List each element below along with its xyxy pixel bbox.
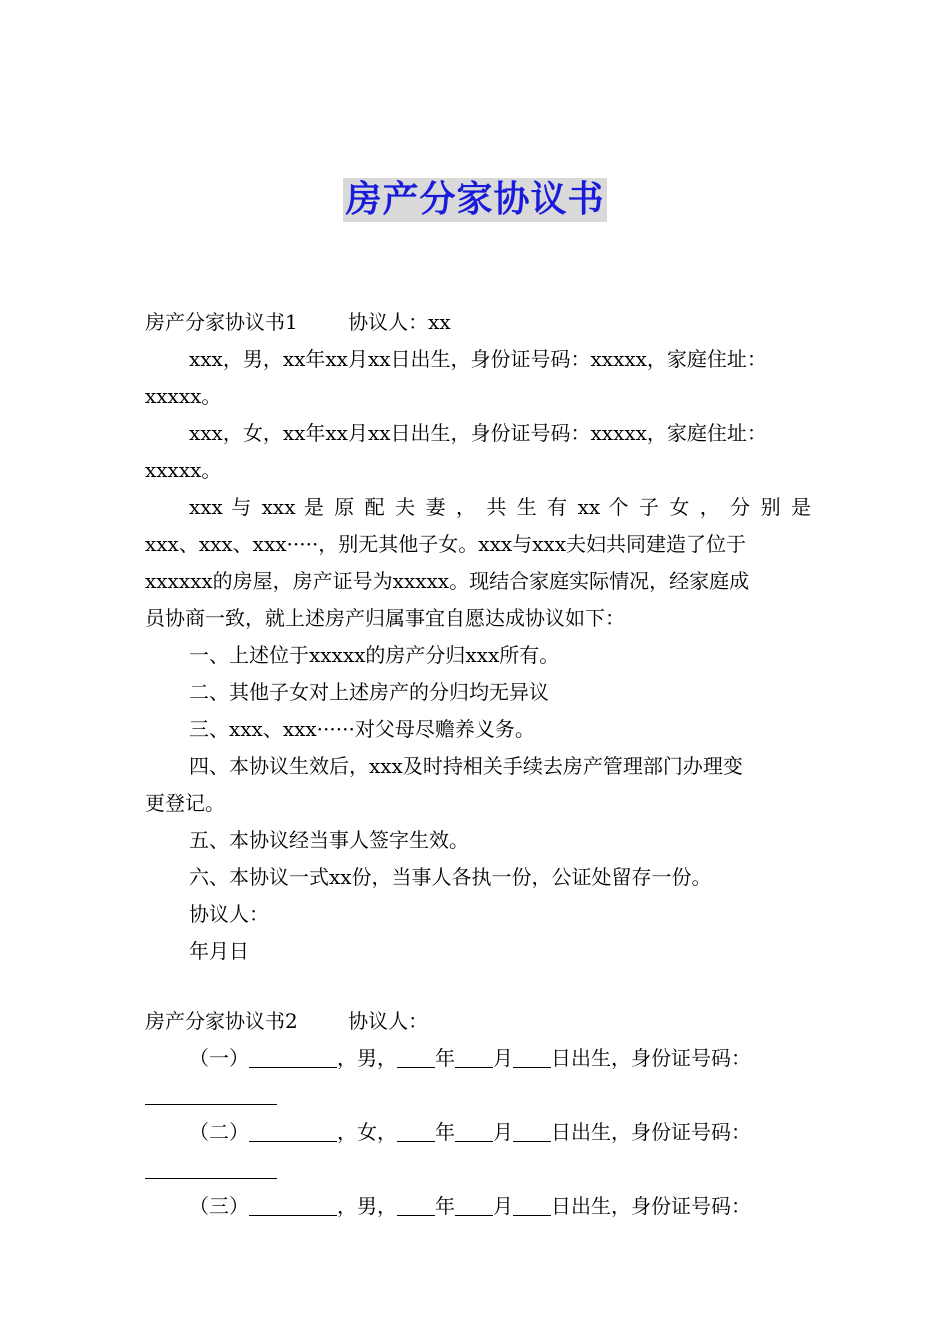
month-label: 月 <box>493 1120 513 1144</box>
name-blank <box>249 1045 337 1068</box>
day-blank <box>513 1119 551 1142</box>
month-label: 月 <box>493 1194 513 1218</box>
month-blank <box>455 1119 493 1142</box>
year-label: 年 <box>435 1046 455 1070</box>
id-number-blank <box>145 1156 277 1179</box>
party2-line: xxx，女，xx年xx月xx日出生，身份证号码：xxxxx，家庭住址： <box>189 421 767 445</box>
day-blank <box>513 1193 551 1216</box>
month-blank <box>455 1193 493 1216</box>
paragraph-line-2: xxx、xxx、xxx·····，别无其他子女。xxx与xxx夫妇共同建造了位于 <box>145 532 746 556</box>
clause-1: 一、上述位于xxxxx的房产分归xxx所有。 <box>189 643 560 667</box>
section2-heading <box>145 1003 811 1040</box>
section2-title: 房产分家协议书2 <box>145 1009 298 1033</box>
paragraph-line-1: xxx 与 xxx 是 原 配 夫 妻 ， 共 生 有 xx 个 子 女 ， 分 别 是 <box>189 495 811 519</box>
year-blank <box>397 1119 435 1142</box>
id-label: 日出生，身份证号码： <box>551 1120 751 1144</box>
clause-4: 四、本协议生效后，xxx及时持相关手续去房产管理部门办理变 <box>189 754 743 778</box>
party2-line-cont: xxxxx。 <box>145 458 222 482</box>
paragraph-line-3: xxxxxx的房屋，房产证号为xxxxx。现结合家庭实际情况，经家庭成 <box>145 569 750 593</box>
party-number: （二） <box>189 1120 249 1144</box>
year-label: 年 <box>435 1120 455 1144</box>
clause-5: 五、本协议经当事人签字生效。 <box>189 828 469 852</box>
month-blank <box>455 1045 493 1068</box>
document-body <box>145 304 811 1225</box>
section1-title: 房产分家协议书1 <box>145 310 298 334</box>
year-blank <box>397 1193 435 1216</box>
party-number: （三） <box>189 1194 249 1218</box>
id-label: 日出生，身份证号码： <box>551 1046 751 1070</box>
blank-party-row-1 <box>145 1040 811 1077</box>
name-blank <box>249 1193 337 1216</box>
paragraph-line-4: 员协商一致，就上述房产归属事宜自愿达成协议如下： <box>145 606 625 630</box>
section1-heading <box>145 304 811 341</box>
clause-4-cont: 更登记。 <box>145 791 225 815</box>
gender-label: ，女， <box>337 1120 397 1144</box>
year-label: 年 <box>435 1194 455 1218</box>
id-blank-row-1 <box>145 1077 811 1114</box>
name-blank <box>249 1119 337 1142</box>
clause-6: 六、本协议一式xx份，当事人各执一份，公证处留存一份。 <box>189 865 712 889</box>
blank-party-row-2 <box>145 1114 811 1151</box>
title-container <box>0 178 950 222</box>
gender-label: ，男， <box>337 1194 397 1218</box>
signature-label: 协议人： <box>189 902 269 926</box>
party-number: （一） <box>189 1046 249 1070</box>
date-label: 年月日 <box>189 939 249 963</box>
clause-2: 二、其他子女对上述房产的分归均无异议 <box>189 680 549 704</box>
document-title: 房产分家协议书 <box>345 179 605 220</box>
month-label: 月 <box>493 1046 513 1070</box>
blank-party-row-3 <box>145 1188 811 1225</box>
year-blank <box>397 1045 435 1068</box>
section1-parties-label: 协议人：xx <box>348 310 451 334</box>
clause-3: 三、xxx、xxx······对父母尽赡养义务。 <box>189 717 535 741</box>
id-number-blank <box>145 1082 277 1105</box>
party1-line: xxx，男，xx年xx月xx日出生，身份证号码：xxxxx，家庭住址： <box>189 347 767 371</box>
id-blank-row-2 <box>145 1151 811 1188</box>
section2-parties-label: 协议人： <box>348 1009 429 1033</box>
id-label: 日出生，身份证号码： <box>551 1194 751 1218</box>
day-blank <box>513 1045 551 1068</box>
gender-label: ，男， <box>337 1046 397 1070</box>
party1-line-cont: xxxxx。 <box>145 384 222 408</box>
